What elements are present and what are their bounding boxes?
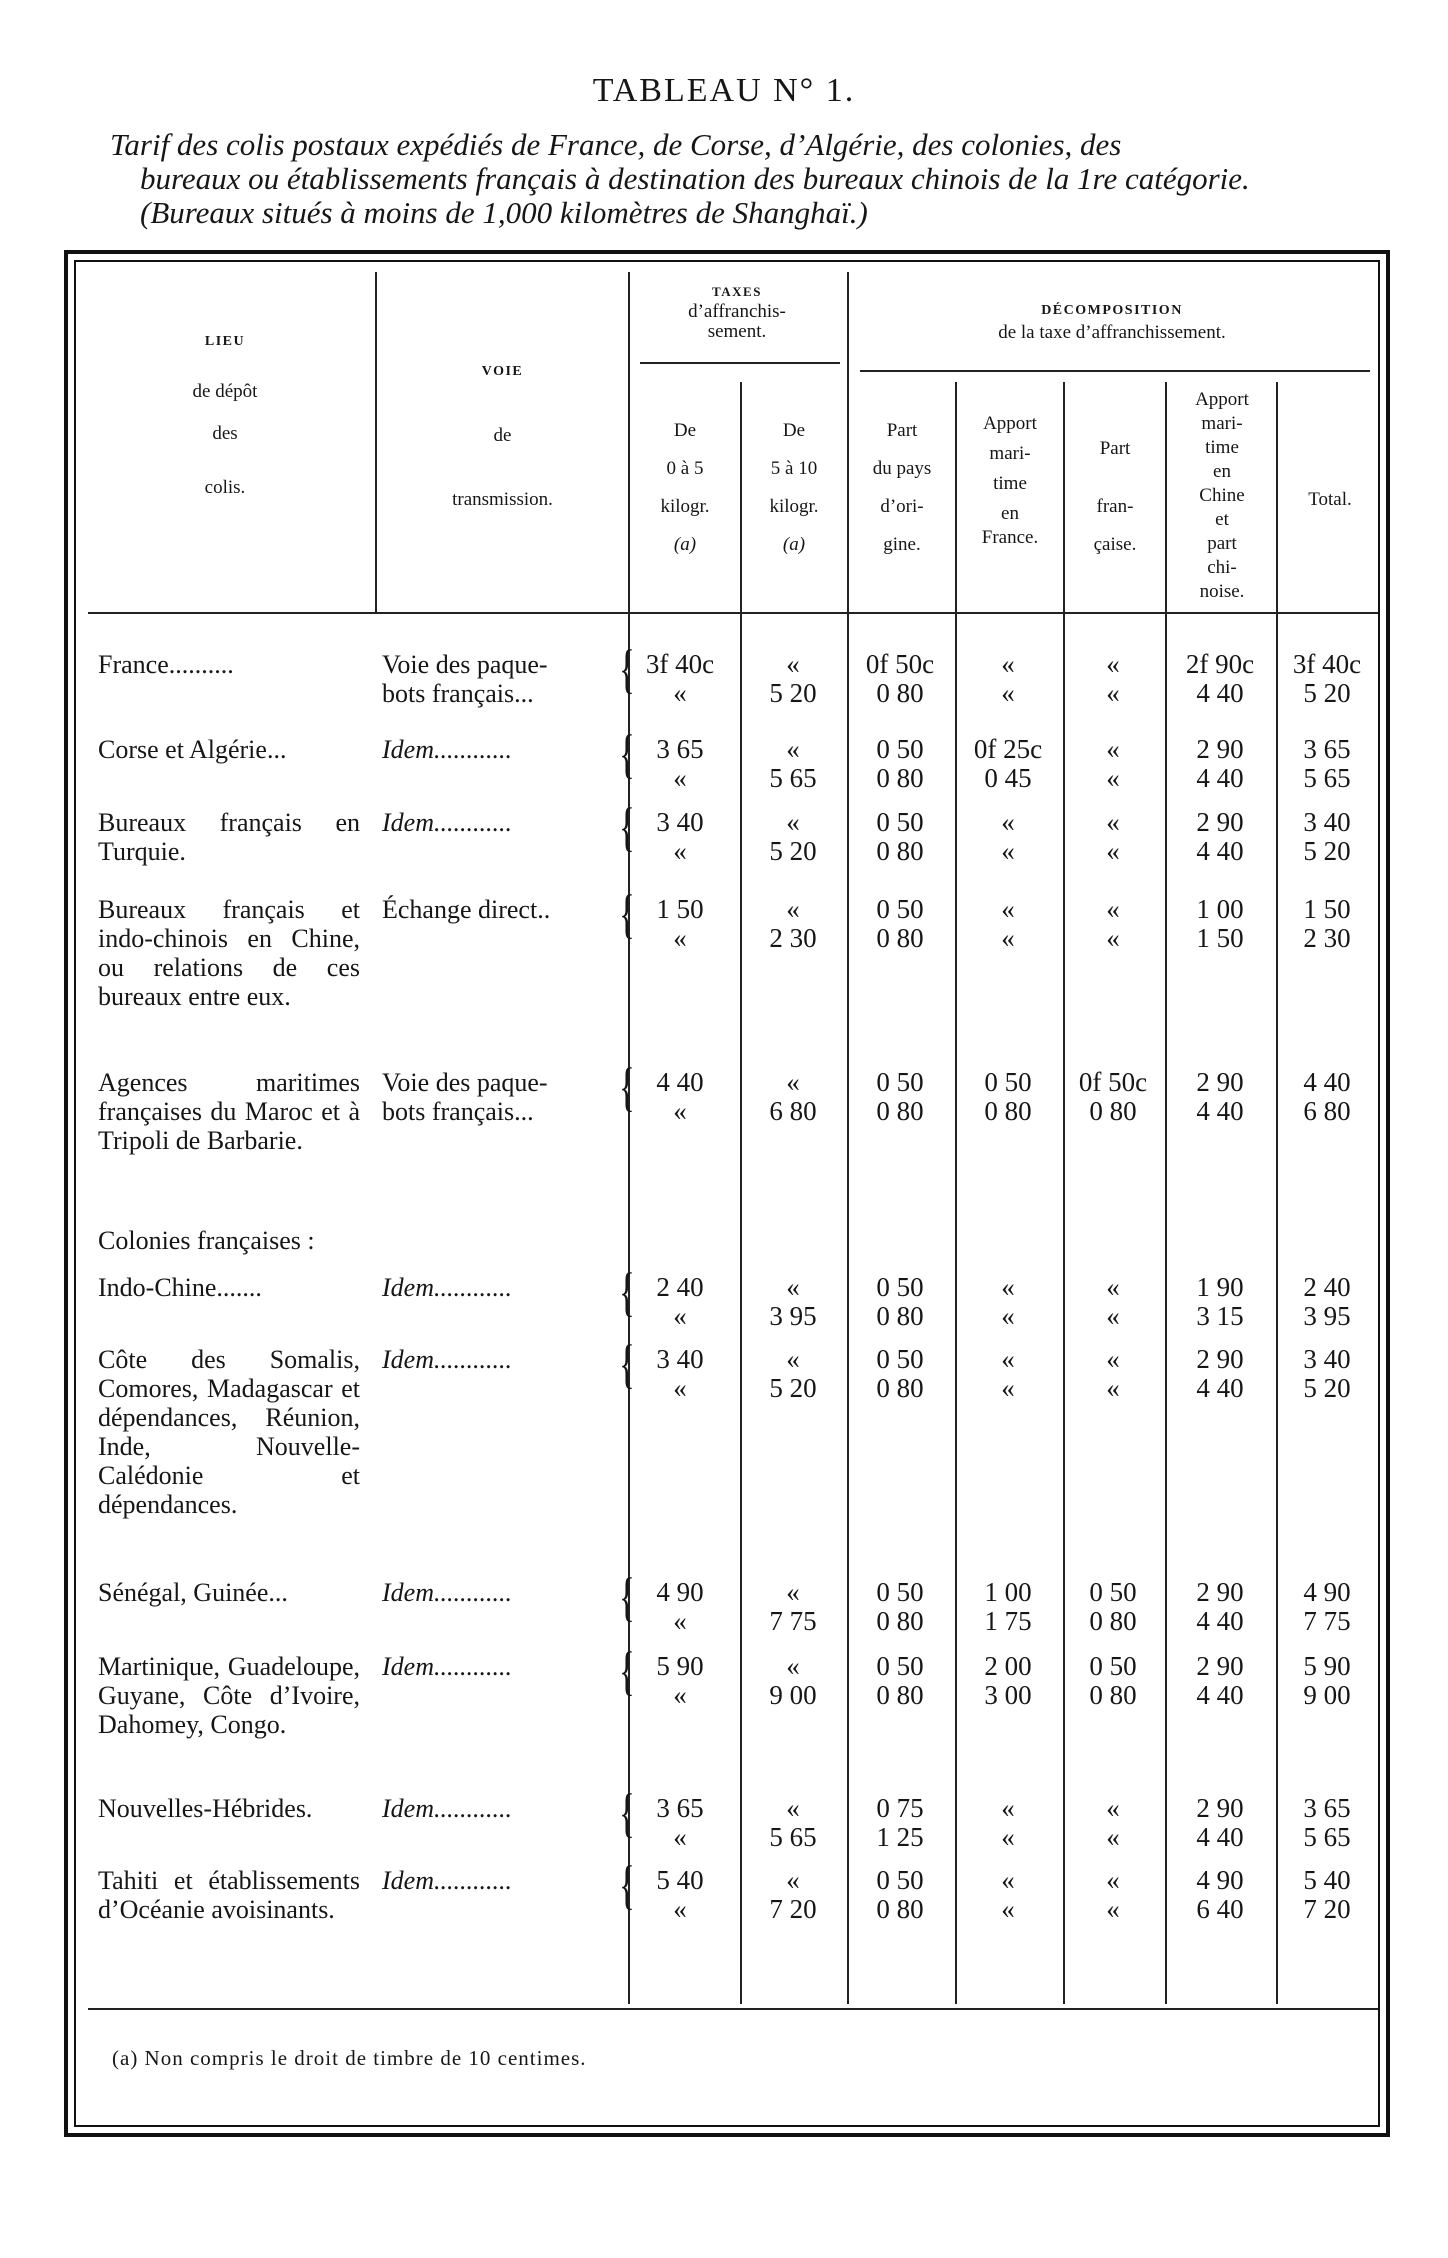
- part-origine-cell: 0 80: [876, 1680, 924, 1710]
- total-cell: 2 30: [1303, 923, 1351, 953]
- apport-chine-cell: 2 90: [1196, 1577, 1244, 1607]
- lieu-cell: Indo-Chine.......: [98, 1273, 262, 1302]
- total-cell: 3 95: [1303, 1301, 1351, 1331]
- subtitle-line-1: Tarif des colis postaux expédiés de France, de Corse, d’Algérie, des colonies, des: [110, 127, 1122, 162]
- col-5-10-cell: «: [786, 894, 800, 924]
- part-origine-cell: 0 50: [876, 1272, 924, 1302]
- col-5-10-cell: «: [786, 649, 800, 679]
- decomp-brace-rule: [860, 370, 1370, 372]
- total-cell: 5 65: [1303, 1822, 1351, 1852]
- part-francaise-cell: 0f 50c: [1078, 1067, 1148, 1097]
- apport-france-cell: 0 45: [984, 763, 1032, 793]
- brace-mark: {: [619, 1855, 635, 1915]
- col-rule-taxes: [628, 272, 630, 2004]
- apport-france-cell: «: [1001, 807, 1015, 837]
- header-apport-france: Apport mari- time en France.: [981, 413, 1039, 548]
- part-francaise-cell: «: [1106, 1344, 1120, 1374]
- apport-france-cell: 2 00: [984, 1651, 1032, 1681]
- apport-france-cell: «: [1001, 923, 1015, 953]
- total-cell: 2 40: [1303, 1272, 1351, 1302]
- taxes-brace-rule: [640, 362, 840, 364]
- colonies-label: Colonies françaises :: [98, 1226, 315, 1255]
- part-francaise-cell: «: [1106, 1272, 1120, 1302]
- col-rule-apc: [1165, 382, 1167, 2004]
- apport-france-cell: «: [1001, 678, 1015, 708]
- lieu-cell: Corse et Algérie...: [98, 735, 287, 764]
- subtitle-line-3: (Bureaux situés à moins de 1,000 kilomètres de Shanghaï.): [140, 195, 868, 230]
- total-cell: 6 80: [1303, 1096, 1351, 1126]
- col-5-10-cell: «: [786, 1577, 800, 1607]
- total-cell: 9 00: [1303, 1680, 1351, 1710]
- apport-chine-cell: 4 40: [1196, 1373, 1244, 1403]
- lieu-cell: Tahiti et établissements d’Océanie avoisinants.: [98, 1866, 360, 1924]
- apport-france-cell: «: [1001, 1894, 1015, 1924]
- total-cell: 4 40: [1303, 1067, 1351, 1097]
- col-5-10-cell: «: [786, 1865, 800, 1895]
- apport-chine-cell: 2 90: [1196, 1651, 1244, 1681]
- total-cell: 5 90: [1303, 1651, 1351, 1681]
- apport-chine-cell: 4 40: [1196, 1096, 1244, 1126]
- total-cell: 7 75: [1303, 1606, 1351, 1636]
- part-francaise-cell: «: [1106, 763, 1120, 793]
- brace-mark: {: [619, 1567, 635, 1627]
- total-cell: 5 20: [1303, 678, 1351, 708]
- apport-france-cell: «: [1001, 1822, 1015, 1852]
- apport-chine-cell: 3 15: [1196, 1301, 1244, 1331]
- header-0-5-kilogr: De 0 à 5 kilogr. (a): [660, 420, 710, 555]
- apport-chine-cell: 4 40: [1196, 678, 1244, 708]
- col-5-10-cell: 7 75: [769, 1606, 817, 1636]
- part-francaise-cell: «: [1106, 1301, 1120, 1331]
- apport-chine-cell: 2 90: [1196, 807, 1244, 837]
- col-0-5-cell: 3 65: [656, 734, 704, 764]
- part-origine-cell: 0 80: [876, 1373, 924, 1403]
- header-apport-chine: Apport mari- time en Chine et part chi- noise.: [1195, 389, 1249, 602]
- col-0-5-cell: 1 50: [656, 894, 704, 924]
- apport-france-cell: 0 50: [984, 1067, 1032, 1097]
- col-rule-a-b: [740, 382, 742, 2004]
- apport-chine-cell: 2 90: [1196, 1793, 1244, 1823]
- part-origine-cell: 0 80: [876, 1096, 924, 1126]
- part-francaise-cell: «: [1106, 807, 1120, 837]
- col-5-10-cell: 5 20: [769, 678, 817, 708]
- col-rule-pf: [1063, 382, 1065, 2004]
- header-part-origine: Part du pays d’ori- gine.: [872, 420, 932, 555]
- part-origine-cell: 0 80: [876, 923, 924, 953]
- lieu-cell: Bureaux français et indo-chinois en Chine, ou relations de ces bureaux entre eux.: [98, 895, 360, 1011]
- part-origine-cell: 0 80: [876, 1301, 924, 1331]
- apport-france-cell: «: [1001, 649, 1015, 679]
- total-cell: 5 20: [1303, 836, 1351, 866]
- col-5-10-cell: «: [786, 1344, 800, 1374]
- header-5-10-kilogr: De 5 à 10 kilogr. (a): [769, 420, 819, 555]
- header-voie: VOIE de transmission.: [452, 364, 553, 510]
- col-0-5-cell: 4 90: [656, 1577, 704, 1607]
- header-lieu: LIEU de dépôt des colis.: [192, 334, 258, 498]
- total-cell: 3 40: [1303, 1344, 1351, 1374]
- voie-cell: Idem............: [382, 1273, 512, 1302]
- part-francaise-cell: «: [1106, 1373, 1120, 1403]
- col-0-5-cell: «: [673, 1373, 687, 1403]
- part-origine-cell: 0 75: [876, 1793, 924, 1823]
- lieu-cell: Martinique, Guadeloupe, Guyane, Côte d’Ivoire, Dahomey, Congo.: [98, 1652, 360, 1739]
- apport-chine-cell: 6 40: [1196, 1894, 1244, 1924]
- part-francaise-cell: «: [1106, 1865, 1120, 1895]
- apport-france-cell: «: [1001, 1793, 1015, 1823]
- voie-cell: Idem............: [382, 808, 512, 837]
- col-0-5-cell: 3f 40c: [645, 649, 715, 679]
- apport-france-cell: «: [1001, 1344, 1015, 1374]
- total-cell: 1 50: [1303, 894, 1351, 924]
- apport-france-cell: «: [1001, 1272, 1015, 1302]
- header-decomposition: DÉCOMPOSITION de la taxe d’affranchissement.: [998, 303, 1226, 343]
- apport-france-cell: 1 00: [984, 1577, 1032, 1607]
- part-francaise-cell: 0 80: [1089, 1096, 1137, 1126]
- col-5-10-cell: 3 95: [769, 1301, 817, 1331]
- col-0-5-cell: «: [673, 923, 687, 953]
- col-0-5-cell: 5 40: [656, 1865, 704, 1895]
- col-0-5-cell: 5 90: [656, 1651, 704, 1681]
- col-5-10-cell: «: [786, 1793, 800, 1823]
- part-origine-cell: 0 50: [876, 1344, 924, 1374]
- col-0-5-cell: «: [673, 1096, 687, 1126]
- col-0-5-cell: «: [673, 1822, 687, 1852]
- col-0-5-cell: 2 40: [656, 1272, 704, 1302]
- apport-france-cell: «: [1001, 1301, 1015, 1331]
- part-origine-cell: 1 25: [876, 1822, 924, 1852]
- subtitle-line-2: bureaux ou établissements français à destination des bureaux chinois de la 1re catégorie.: [140, 161, 1250, 196]
- part-origine-cell: 0f 50c: [865, 649, 935, 679]
- header-taxes: TAXES d’affranchis- sement.: [688, 284, 786, 342]
- brace-mark: {: [619, 1334, 635, 1394]
- apport-chine-cell: 4 90: [1196, 1865, 1244, 1895]
- part-francaise-cell: «: [1106, 894, 1120, 924]
- brace-mark: {: [619, 639, 635, 699]
- col-5-10-cell: «: [786, 1067, 800, 1097]
- col-5-10-cell: 5 20: [769, 1373, 817, 1403]
- col-rule-total: [1276, 382, 1278, 2004]
- col-0-5-cell: «: [673, 763, 687, 793]
- part-origine-cell: 0 80: [876, 836, 924, 866]
- col-0-5-cell: 3 40: [656, 1344, 704, 1374]
- apport-france-cell: 3 00: [984, 1680, 1032, 1710]
- col-0-5-cell: 3 65: [656, 1793, 704, 1823]
- apport-chine-cell: 1 50: [1196, 923, 1244, 953]
- apport-chine-cell: 2 90: [1196, 734, 1244, 764]
- brace-mark: {: [619, 724, 635, 784]
- col-5-10-cell: «: [786, 1272, 800, 1302]
- part-francaise-cell: «: [1106, 1822, 1120, 1852]
- col-5-10-cell: 5 65: [769, 763, 817, 793]
- part-francaise-cell: 0 80: [1089, 1680, 1137, 1710]
- brace-mark: {: [619, 1057, 635, 1117]
- voie-cell: Voie des paque- bots français...: [382, 650, 548, 708]
- part-origine-cell: 0 80: [876, 763, 924, 793]
- lieu-cell: Côte des Somalis, Comores, Madagascar et dépendances, Réunion, Inde, Nouvelle-Calédonie et dépendances.: [98, 1345, 360, 1519]
- col-0-5-cell: «: [673, 1606, 687, 1636]
- apport-chine-cell: 2f 90c: [1185, 649, 1255, 679]
- lieu-cell: Agences maritimes françaises du Maroc et à Tripoli de Barbarie.: [98, 1068, 360, 1155]
- part-francaise-cell: «: [1106, 836, 1120, 866]
- lieu-cell: Bureaux français en Turquie.: [98, 808, 360, 866]
- apport-chine-cell: 4 40: [1196, 763, 1244, 793]
- total-cell: 3 65: [1303, 1793, 1351, 1823]
- apport-chine-cell: 2 90: [1196, 1067, 1244, 1097]
- apport-chine-cell: 4 40: [1196, 1680, 1244, 1710]
- total-cell: 7 20: [1303, 1894, 1351, 1924]
- voie-cell: Voie des paque- bots français...: [382, 1068, 548, 1126]
- total-cell: 5 65: [1303, 763, 1351, 793]
- col-5-10-cell: 9 00: [769, 1680, 817, 1710]
- apport-france-cell: «: [1001, 894, 1015, 924]
- voie-cell: Idem............: [382, 735, 512, 764]
- apport-france-cell: 1 75: [984, 1606, 1032, 1636]
- part-origine-cell: 0 80: [876, 678, 924, 708]
- part-origine-cell: 0 50: [876, 807, 924, 837]
- part-francaise-cell: «: [1106, 923, 1120, 953]
- part-origine-cell: 0 80: [876, 1606, 924, 1636]
- table-bottom-rule: [88, 2008, 1378, 2010]
- total-cell: 3f 40c: [1292, 649, 1362, 679]
- part-francaise-cell: «: [1106, 1894, 1120, 1924]
- apport-france-cell: «: [1001, 1865, 1015, 1895]
- part-francaise-cell: «: [1106, 1793, 1120, 1823]
- part-origine-cell: 0 50: [876, 734, 924, 764]
- apport-france-cell: «: [1001, 1373, 1015, 1403]
- lieu-cell: France..........: [98, 650, 234, 679]
- part-francaise-cell: 0 80: [1089, 1606, 1137, 1636]
- col-5-10-cell: 2 30: [769, 923, 817, 953]
- apport-chine-cell: 2 90: [1196, 1344, 1244, 1374]
- footnote: (a) Non compris le droit de timbre de 10 centimes.: [112, 2046, 587, 2070]
- col-0-5-cell: 4 40: [656, 1067, 704, 1097]
- part-francaise-cell: 0 50: [1089, 1651, 1137, 1681]
- apport-chine-cell: 4 40: [1196, 1822, 1244, 1852]
- total-cell: 3 65: [1303, 734, 1351, 764]
- col-0-5-cell: 3 40: [656, 807, 704, 837]
- col-rule-decomp: [847, 272, 849, 2004]
- total-cell: 3 40: [1303, 807, 1351, 837]
- part-origine-cell: 0 50: [876, 1577, 924, 1607]
- part-origine-cell: 0 50: [876, 1651, 924, 1681]
- brace-mark: {: [619, 1262, 635, 1322]
- part-francaise-cell: «: [1106, 649, 1120, 679]
- part-origine-cell: 0 50: [876, 1067, 924, 1097]
- apport-chine-cell: 1 00: [1196, 894, 1244, 924]
- col-5-10-cell: 6 80: [769, 1096, 817, 1126]
- lieu-cell: Nouvelles-Hébrides.: [98, 1794, 313, 1823]
- header-bottom-rule: [88, 612, 1378, 614]
- total-cell: 5 20: [1303, 1373, 1351, 1403]
- col-rule-voie: [375, 272, 377, 612]
- voie-cell: Idem............: [382, 1794, 512, 1823]
- brace-mark: {: [619, 797, 635, 857]
- total-cell: 4 90: [1303, 1577, 1351, 1607]
- apport-france-cell: 0f 25c: [973, 734, 1043, 764]
- apport-chine-cell: 4 40: [1196, 836, 1244, 866]
- page-title: TABLEAU N° 1.: [592, 72, 856, 109]
- col-5-10-cell: 5 20: [769, 836, 817, 866]
- col-5-10-cell: «: [786, 807, 800, 837]
- col-5-10-cell: «: [786, 1651, 800, 1681]
- part-origine-cell: 0 80: [876, 1894, 924, 1924]
- header-part-francaise: Part fran- çaise.: [1093, 438, 1137, 555]
- lieu-cell: Sénégal, Guinée...: [98, 1578, 288, 1607]
- voie-cell: Idem............: [382, 1866, 512, 1895]
- col-0-5-cell: «: [673, 1894, 687, 1924]
- apport-chine-cell: 4 40: [1196, 1606, 1244, 1636]
- brace-mark: {: [619, 1641, 635, 1701]
- col-5-10-cell: «: [786, 734, 800, 764]
- voie-cell: Idem............: [382, 1652, 512, 1681]
- part-francaise-cell: «: [1106, 678, 1120, 708]
- part-origine-cell: 0 50: [876, 1865, 924, 1895]
- col-0-5-cell: «: [673, 1301, 687, 1331]
- apport-chine-cell: 1 90: [1196, 1272, 1244, 1302]
- voie-cell: Idem............: [382, 1345, 512, 1374]
- voie-cell: Échange direct..: [382, 895, 551, 924]
- col-0-5-cell: «: [673, 678, 687, 708]
- total-cell: 5 40: [1303, 1865, 1351, 1895]
- col-5-10-cell: 5 65: [769, 1822, 817, 1852]
- header-total: Total.: [1308, 489, 1352, 510]
- apport-france-cell: «: [1001, 836, 1015, 866]
- part-francaise-cell: «: [1106, 734, 1120, 764]
- col-0-5-cell: «: [673, 836, 687, 866]
- brace-mark: {: [619, 1783, 635, 1843]
- part-francaise-cell: 0 50: [1089, 1577, 1137, 1607]
- brace-mark: {: [619, 884, 635, 944]
- col-0-5-cell: «: [673, 1680, 687, 1710]
- col-rule-apf: [955, 382, 957, 2004]
- apport-france-cell: 0 80: [984, 1096, 1032, 1126]
- voie-cell: Idem............: [382, 1578, 512, 1607]
- part-origine-cell: 0 50: [876, 894, 924, 924]
- col-5-10-cell: 7 20: [769, 1894, 817, 1924]
